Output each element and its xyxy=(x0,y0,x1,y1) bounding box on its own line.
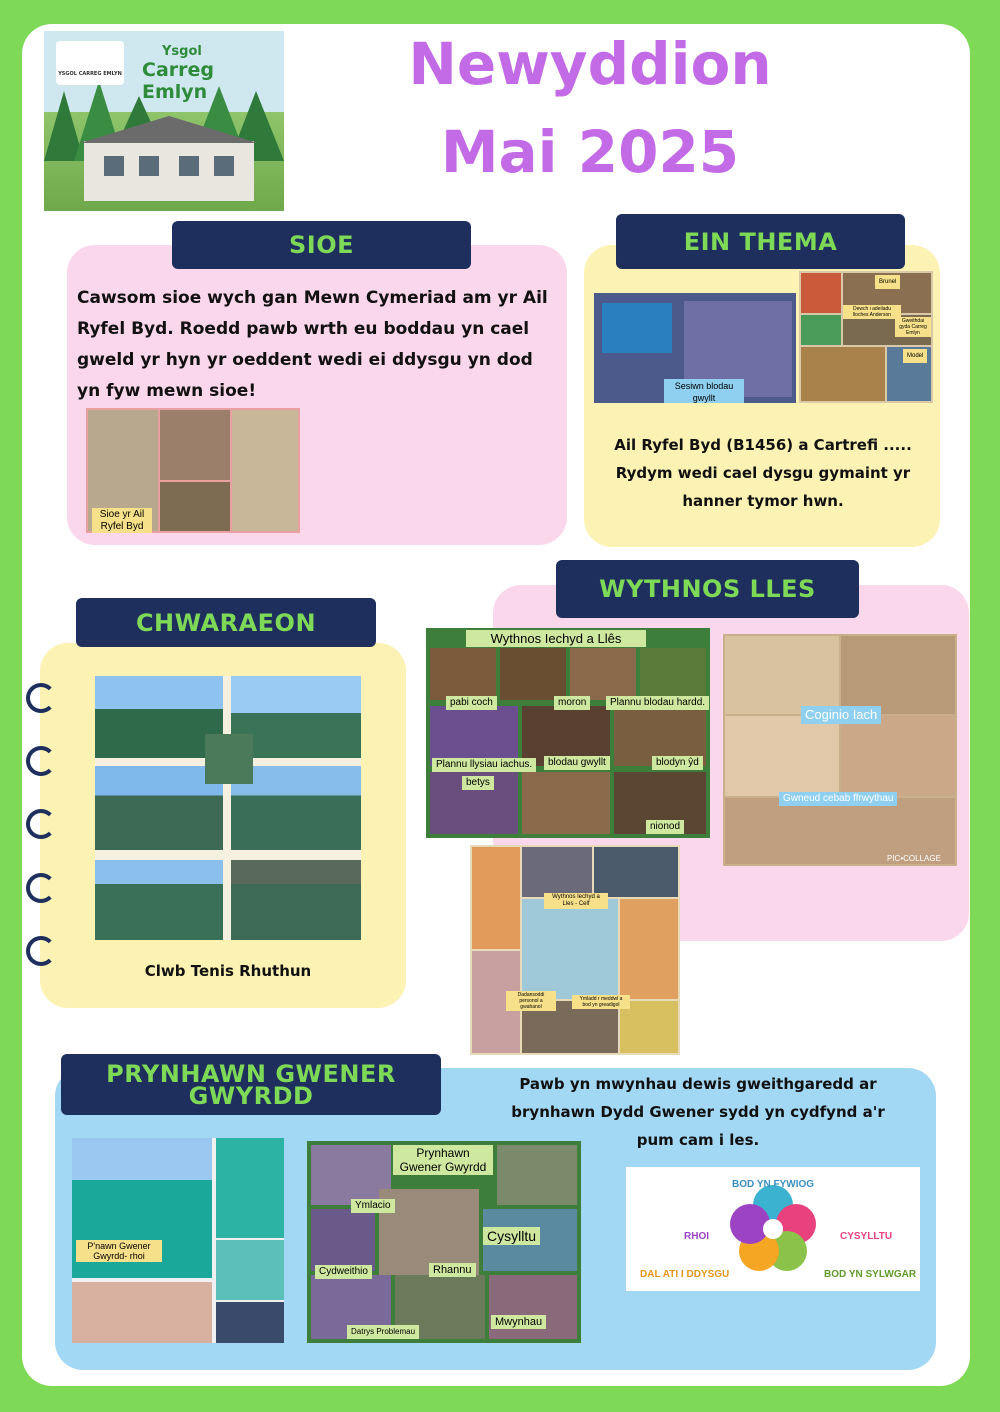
lles-heading: WYTHNOS LLES xyxy=(556,560,859,618)
gwener-label-rhannu: Rhannu xyxy=(429,1263,476,1277)
notebook-ring-icon xyxy=(26,809,56,839)
logo-badge-text: YSGOL CARREG EMLYN xyxy=(58,71,122,77)
lles-label-nionod: nionod xyxy=(646,820,684,834)
gwener-label-ymlacio: Ymlacio xyxy=(351,1199,395,1213)
lles-garden-title: Wythnos Iechyd a Llês xyxy=(466,630,646,647)
wheel-label-rhoi: RHOI xyxy=(684,1231,709,1242)
lles-art-title: Wythnos Iechyd a Lles - Celf xyxy=(544,893,608,909)
thema-flowers-caption: Sesiwn blodau gwyllt xyxy=(664,379,744,403)
chwaraeon-caption: Clwb Tenis Rhuthun xyxy=(144,962,312,980)
sioe-photo-caption: Sioe yr Ail Ryfel Byd xyxy=(92,508,152,533)
thema-photo-collage xyxy=(799,271,933,403)
lles-label-plannu-llysiau: Plannu llysiau iachus. xyxy=(432,758,536,772)
gwener-label-datrys: Datrys Problemau xyxy=(347,1325,419,1339)
gwener-activities-collage xyxy=(307,1141,581,1343)
gwener-text: Pawb yn mwynhau dewis gweithgaredd ar brynhawn Dydd Gwener sydd yn cydfynd a'r pum cam i les. xyxy=(511,1075,885,1149)
lles-art-label1: Dadansoddi personol a gwahanol xyxy=(506,991,556,1011)
notebook-ring-icon xyxy=(26,873,56,903)
wheel-label-bod-yn-fywiog: BOD YN FYWIOG xyxy=(732,1179,815,1190)
school-logo xyxy=(44,31,284,211)
thema-photo-flowers xyxy=(594,293,796,403)
notebook-ring-icon xyxy=(26,746,56,776)
lles-label-blodyn-yd: blodyn ŷd xyxy=(652,756,703,770)
gwener-photo-caption: P'nawn Gwener Gwyrdd- rhoi xyxy=(76,1240,162,1262)
lles-cooking-caption: Gwneud cebab ffrwythau xyxy=(779,792,897,806)
notebook-ring-icon xyxy=(26,683,56,713)
lles-label-betys: betys xyxy=(462,776,494,790)
gwener-photo-collage xyxy=(72,1138,284,1343)
lles-art-collage xyxy=(470,845,680,1055)
thema-label-model: Model xyxy=(903,349,927,363)
page-title-line2: Mai 2025 xyxy=(440,118,740,186)
five-ways-wellbeing-card xyxy=(626,1167,920,1291)
gwener-label-mwynhau: Mwynhau xyxy=(491,1315,546,1329)
lles-cooking-pic-collage: PIC•COLLAGE xyxy=(887,854,941,863)
lles-label-pabi: pabi coch xyxy=(446,696,497,710)
lles-label-blodau-gwyllt: blodau gwyllt xyxy=(544,756,610,770)
gwener-heading: PRYNHAWN GWENER GWYRDD xyxy=(61,1054,441,1115)
thema-label-carreg: Gweithdai gyda Carreg Emlyn xyxy=(895,317,931,337)
sioe-heading: SIOE xyxy=(172,221,471,269)
thema-label-anderson: Dewch i adeiladu lloches Anderson xyxy=(843,305,901,319)
gwener-label-cysylltu: Cysylltu xyxy=(483,1227,540,1245)
sioe-photo-collage xyxy=(86,408,300,533)
gwener-label-cydweithio: Cydweithio xyxy=(315,1265,372,1279)
lles-label-moron: moron xyxy=(554,696,590,710)
wheel-label-cysylltu: CYSYLLTU xyxy=(840,1231,893,1242)
lles-cooking-collage xyxy=(723,634,957,866)
lles-label-plannu-blodau: Plannu blodau hardd. xyxy=(606,696,709,710)
lles-garden-collage xyxy=(426,628,710,838)
tennis-photo-collage xyxy=(95,676,361,940)
notebook-ring-icon xyxy=(26,936,56,966)
lles-cooking-title: Coginio Iach xyxy=(801,706,881,724)
logo-ysgol-text: Ysgol xyxy=(162,44,202,59)
logo-name-text: Carreg Emlyn xyxy=(142,59,214,103)
gwener-collage-title: Prynhawn Gwener Gwyrdd xyxy=(393,1145,493,1175)
wheel-label-dal-ati: DAL ATI I DDYSGU xyxy=(640,1269,730,1280)
thema-text: Ail Ryfel Byd (B1456) a Cartrefi ..... Rydym wedi cael dysgu gymaint yr hanner tymor hwn. xyxy=(614,436,912,510)
lles-art-label2: Ymladd r meddwl a bod yn greadigol xyxy=(572,995,630,1009)
sioe-text: Cawsom sioe wych gan Mewn Cymeriad am yr Ail Ryfel Byd. Roedd pawb wrth eu boddau yn cael gweld yr hyn yr oeddent wedi ei ddysgu yn dod yn fyw mewn sioe! xyxy=(77,288,548,401)
thema-heading: EIN THEMA xyxy=(616,214,905,269)
page-title-line1: Newyddion xyxy=(408,30,772,98)
chwaraeon-heading: CHWARAEON xyxy=(76,598,376,647)
thema-label-brunel: Brunel xyxy=(875,275,900,289)
wheel-label-bod-yn-sylwgar: BOD YN SYLWGAR xyxy=(824,1269,917,1280)
